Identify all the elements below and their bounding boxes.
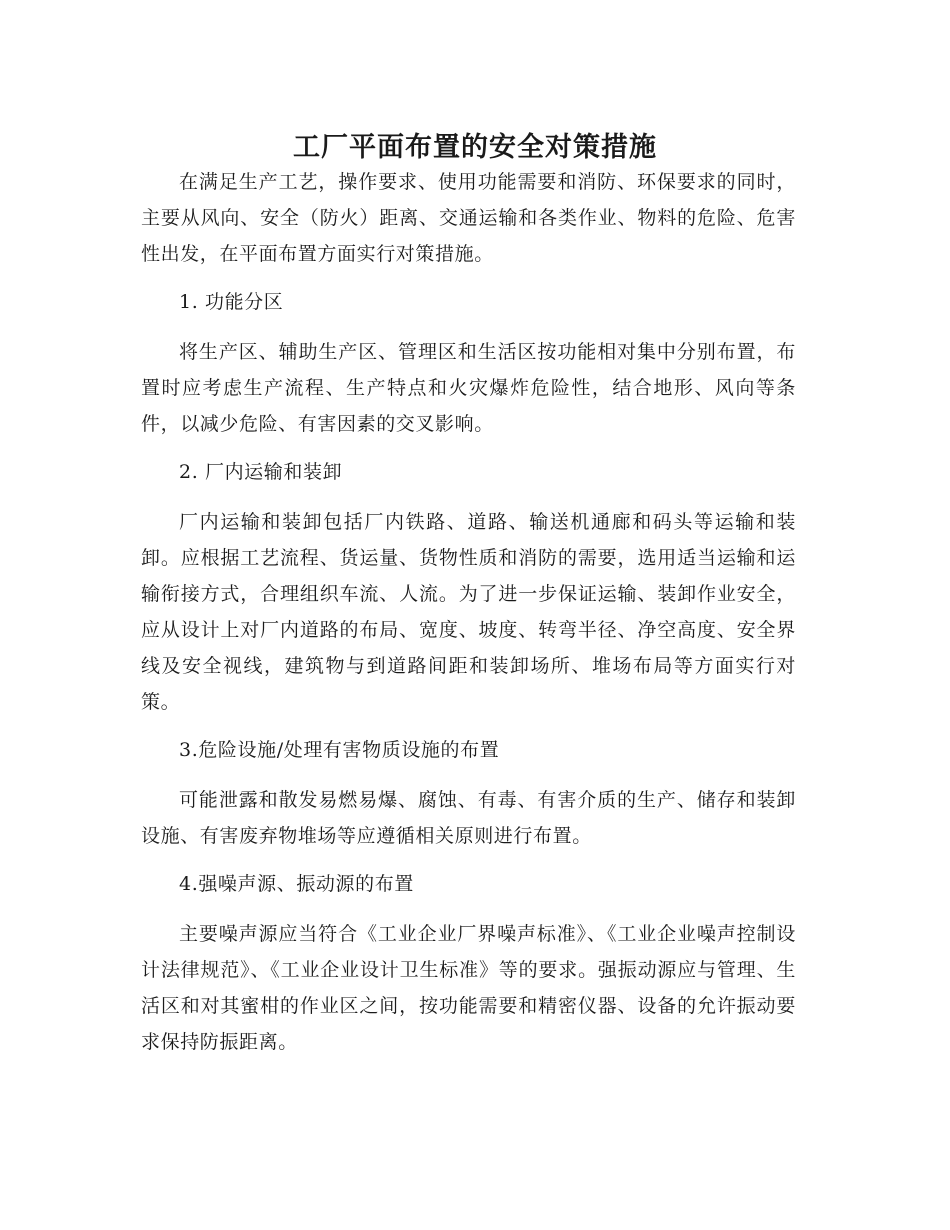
section-heading-4: 4.强噪声源、振动源的布置 (179, 873, 414, 895)
page-title: 工厂平面布置的安全对策措施 (293, 132, 657, 164)
section-body-3: 可能泄露和散发易燃易爆、腐蚀、有毒、有害介质的生产、储存和装卸设施、有害废弃物堆场等应遵循相关原则进行布置。 (141, 789, 796, 847)
section-heading-2: 2. 厂内运输和装卸 (179, 461, 343, 483)
section-heading-3: 3.危险设施/处理有害物质设施的布置 (179, 739, 500, 761)
document-body (141, 164, 796, 1060)
section-body-1: 将生产区、辅助生产区、管理区和生活区按功能相对集中分别布置，布置时应考虑生产流程、生产特点和火灾爆炸危险性，结合地形、风向等条件，以减少危险、有害因素的交叉影响。 (141, 341, 796, 435)
section-heading-1: 1. 功能分区 (179, 291, 284, 313)
intro-paragraph: 在满足生产工艺，操作要求、使用功能需要和消防、环保要求的同时，主要从风向、安全（防火）距离、交通运输和各类作业、物料的危险、危害性出发，在平面布置方面实行对策措施。 (141, 171, 796, 265)
section-body-4: 主要噪声源应当符合《工业企业厂界噪声标准》、《工业企业噪声控制设计法律规范》、《工业企业设计卫生标准》等的要求。强振动源应与管理、生活区和对其蜜柑的作业区之间，按功能需要和精密仪器、设备的允许振动要求保持防振距离。 (141, 923, 796, 1053)
section-body-2: 厂内运输和装卸包括厂内铁路、道路、输送机通廊和码头等运输和装卸。应根据工艺流程、货运量、货物性质和消防的需要，选用适当运输和运输衔接方式，合理组织车流、人流。为了进一步保证运输、装卸作业安全，应从设计上对厂内道路的布局、宽度、坡度、转弯半径、净空高度、安全界线及安全视线，建筑物与到道路间距和装卸场所、堆场布局等方面实行对策。 (141, 511, 796, 713)
